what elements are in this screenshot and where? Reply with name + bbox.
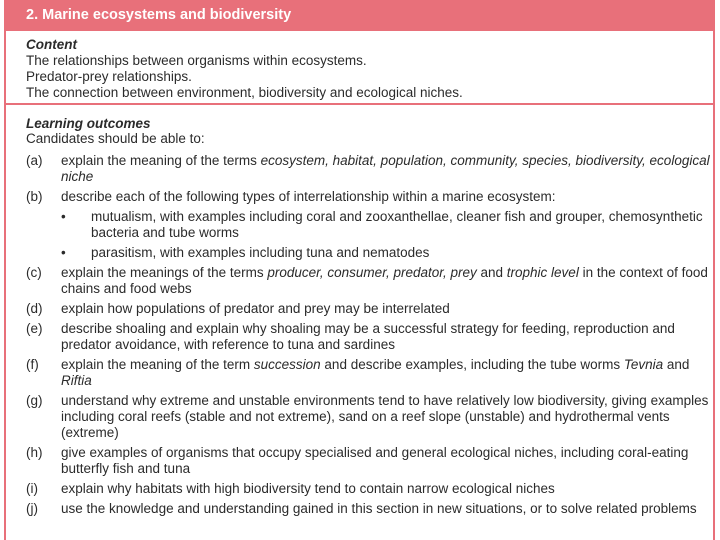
outcome-e (26, 321, 715, 353)
outcome-term: succession (253, 357, 321, 372)
outcome-term: ecosystem, habitat, population, community, species, biodiversity, ecological niche (61, 153, 710, 184)
outcome-text: explain the meaning of the term (61, 357, 254, 372)
outcome-i (26, 481, 715, 497)
outcome-text: give examples of organisms that occupy specialised and general ecological niches, including coral-eating butterfly fish and tuna (61, 445, 689, 476)
bullet-text: mutualism, with examples including coral and zooxanthellae, cleaner fish and grouper, chemosynthetic bacteria and tube worms (91, 209, 703, 240)
outcome-text: understand why extreme and unstable environments tend to have relatively low biodiversity, giving examples including coral reefs (stable and not extreme), sand on a reef slope (unstable) and hydrothermal vents (extreme) (61, 393, 709, 440)
learning-outcomes-heading: Learning outcomes (26, 116, 151, 131)
outcome-g (26, 393, 715, 441)
outcome-j (26, 501, 715, 517)
outcome-text: explain how populations of predator and prey may be interrelated (61, 301, 450, 316)
bullet-item (61, 209, 715, 241)
bullet-icon: • (61, 245, 66, 260)
outcome-h (26, 445, 715, 477)
content-section (4, 31, 715, 105)
outcome-term: producer, consumer, predator, prey (267, 265, 477, 280)
outcome-text: explain why habitats with high biodiversity tend to contain narrow ecological niches (61, 481, 555, 496)
content-heading: Content (26, 37, 77, 52)
outcome-label: (a) (26, 153, 43, 168)
outcome-term: Riftia (61, 373, 92, 388)
outcome-label: (d) (26, 301, 43, 316)
outcome-text: describe each of the following types of interrelationship within a marine ecosystem: (61, 189, 556, 204)
outcome-d (26, 301, 715, 317)
bullet-item (61, 245, 715, 261)
outcome-text: explain the meaning of the terms (61, 153, 261, 168)
section-header: 2. Marine ecosystems and biodiversity (4, 0, 715, 31)
bullet-text: parasitism, with examples including tuna and nematodes (91, 245, 430, 260)
outcome-text: and (663, 357, 690, 372)
outcome-text: and describe examples, including the tube worms (320, 357, 624, 372)
bullet-icon: • (61, 209, 66, 224)
outcome-label: (h) (26, 445, 43, 460)
outcome-label: (g) (26, 393, 43, 408)
outcome-bullet-list (61, 209, 715, 261)
outcome-label: (b) (26, 189, 43, 204)
outcome-a (26, 153, 715, 185)
learning-outcomes-section (4, 116, 715, 521)
outcome-text: describe shoaling and explain why shoaling may be a successful strategy for feeding, reproduction and predator avoidance, with reference to tuna and sardines (61, 321, 675, 352)
outcome-term: trophic level (506, 265, 579, 280)
outcome-c (26, 265, 715, 297)
outcome-b (26, 189, 715, 261)
outcome-term: Tevnia (623, 357, 664, 372)
outcome-label: (i) (26, 481, 38, 496)
outcome-text: in the context of food chains and food webs (61, 265, 708, 296)
outcome-label: (j) (26, 501, 38, 516)
content-line-2: Predator-prey relationships. (26, 69, 192, 84)
outcome-label: (f) (26, 357, 39, 372)
outcome-label: (e) (26, 321, 43, 336)
outcome-f (26, 357, 715, 389)
content-line-1: The relationships between organisms within ecosystems. (26, 53, 367, 68)
outcome-text: and (476, 265, 507, 280)
outcome-text: explain the meanings of the terms (61, 265, 268, 280)
learning-outcomes-intro: Candidates should be able to: (26, 131, 205, 146)
outcome-text: use the knowledge and understanding gained in this section in new situations, or to solve related problems (61, 501, 697, 516)
outcome-label: (c) (26, 265, 42, 280)
content-line-3: The connection between environment, biodiversity and ecological niches. (26, 85, 463, 100)
